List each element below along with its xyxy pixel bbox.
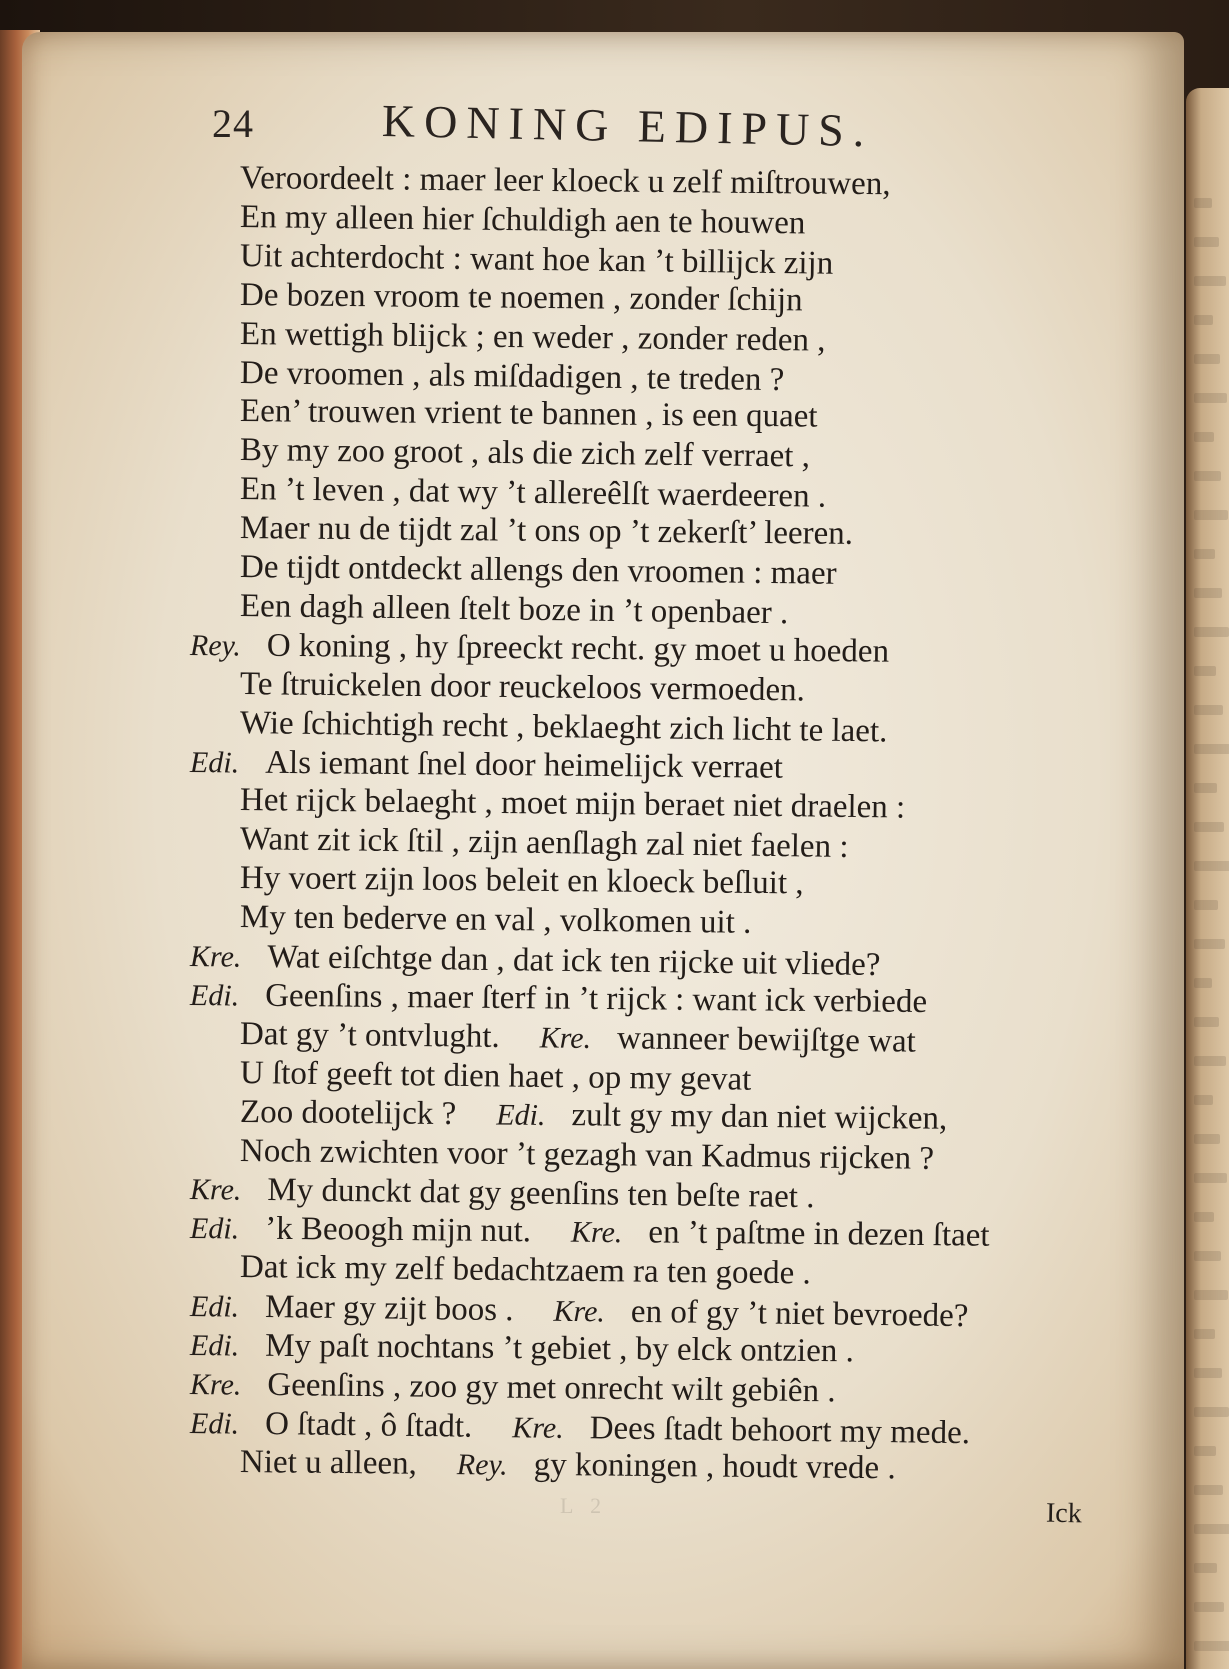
speaker-label: Edi. xyxy=(189,1212,240,1246)
speaker-label: Edi. xyxy=(189,745,240,779)
facing-page-text-shadow xyxy=(1194,627,1229,637)
facing-page-text-shadow xyxy=(1194,705,1223,715)
line-text: ’k Beoogh mijn nut. xyxy=(265,1211,532,1250)
facing-page-text-shadow xyxy=(1194,1251,1221,1261)
speaker-label: Kre. xyxy=(553,1294,606,1329)
speaker-label: Kre. xyxy=(539,1021,592,1055)
facing-page-text-shadow xyxy=(1194,1524,1229,1534)
speaker-label: Edi. xyxy=(189,1329,240,1363)
line-text: De tijdt ontdeckt allengs den vroomen : maer xyxy=(239,549,837,592)
facing-page-text-shadow xyxy=(1194,198,1212,208)
facing-page-text-shadow xyxy=(1194,1641,1229,1651)
line-text: Wie ſchichtigh recht , beklaeght zich licht te laet. xyxy=(239,704,888,750)
line-text: O ſtadt , ô ſtadt. xyxy=(264,1405,473,1445)
facing-page-text-shadow xyxy=(1194,1095,1213,1105)
facing-page-text-shadow xyxy=(1194,861,1229,871)
facing-page-text-shadow xyxy=(1194,666,1216,676)
line-text: O koning , hy ſpreeckt recht. gy moet u hoeden xyxy=(266,627,890,670)
verse-line xyxy=(240,1249,811,1295)
speaker-label: Kre. xyxy=(570,1215,623,1250)
catchword: Ick xyxy=(1045,1497,1083,1530)
facing-page-text-shadow xyxy=(1194,432,1214,442)
line-text: en of gy ’t niet bevroede? xyxy=(630,1293,969,1335)
facing-page-text-shadow xyxy=(1194,237,1219,247)
line-text: Het rijck belaeght , moet mijn beraet niet draelen : xyxy=(239,782,906,826)
facing-page xyxy=(1186,88,1229,1669)
verse-text xyxy=(189,160,1098,1540)
speaker-label: Edi. xyxy=(496,1098,546,1132)
verse-line xyxy=(240,1444,896,1490)
line-text: U ſtof geeft tot dien haet , op my gevat xyxy=(239,1054,752,1098)
facing-page-text-shadow xyxy=(1194,1173,1227,1183)
facing-page-text-shadow xyxy=(1194,744,1229,754)
page-number: 24 xyxy=(212,101,254,146)
facing-page-text-shadow xyxy=(1194,393,1227,403)
facing-page-text-shadow xyxy=(1194,1134,1220,1144)
line-text: Te ſtruickelen door reuckeloos vermoeden. xyxy=(239,665,806,709)
verse-line xyxy=(240,860,804,905)
line-text: wanneer bewijſtge wat xyxy=(616,1020,917,1060)
facing-page-text-shadow xyxy=(1194,1563,1217,1573)
line-text: Dat gy ’t ontvlught. xyxy=(239,1015,500,1055)
facing-page-text-shadow xyxy=(1194,1446,1216,1456)
line-text: Maer nu de tijdt zal ’t ons op ’t zekerſt’ leeren. xyxy=(239,510,854,552)
line-text: gy koningen , houdt vrede . xyxy=(533,1446,896,1486)
line-text: Wat eiſchtge dan , dat ick ten rijcke uit vliede? xyxy=(267,939,881,984)
line-text: en ’t paſtme in dezen ſtaet xyxy=(648,1214,990,1254)
facing-page-text-shadow xyxy=(1194,276,1226,286)
line-text: By my zoo groot , als die zich zelf verraet , xyxy=(239,432,811,475)
facing-page-text-shadow xyxy=(1194,978,1212,988)
line-text: Maer gy zijt boos . xyxy=(264,1289,514,1329)
line-text: Hy voert zijn loos beleit en kloeck beſluit , xyxy=(239,860,804,902)
verse-line xyxy=(240,277,803,322)
facing-page-text-shadow xyxy=(1194,471,1221,481)
page-header xyxy=(200,90,1050,157)
facing-page-text-shadow xyxy=(1194,900,1218,910)
facing-page-text-shadow xyxy=(1194,1212,1214,1222)
line-text: Zoo dootelijck ? xyxy=(239,1093,457,1132)
line-text: Geenſins , maer ſterf in ’t rijck : want ick verbiede xyxy=(265,977,928,1020)
line-text: Geenſins , zoo gy met onrecht wilt gebiên . xyxy=(267,1366,836,1410)
line-text: Een dagh alleen ſtelt boze in ’t openbaer . xyxy=(239,587,789,632)
speaker-label: Edi. xyxy=(189,1290,240,1324)
facing-page-text-shadow xyxy=(1194,822,1224,832)
line-text: My dunckt dat gy geenſins ten beſte raet . xyxy=(267,1172,815,1216)
speaker-label: Kre. xyxy=(512,1411,564,1445)
facing-page-text-shadow xyxy=(1194,588,1222,598)
line-text: Niet u alleen, xyxy=(239,1443,418,1482)
line-text: Veroordeelt : maer leer kloeck u zelf miſtrouwen, xyxy=(239,160,891,203)
speaker-label: Rey. xyxy=(456,1447,508,1482)
line-text: En wettigh blijck ; en weder , zonder reden , xyxy=(239,315,826,359)
signature-mark: L 2 xyxy=(560,1493,608,1518)
facing-page-text-shadow xyxy=(1194,1017,1219,1027)
speaker-label: Kre. xyxy=(189,1367,242,1402)
line-text: En ’t leven , dat wy ’t allereêlſt waerdeeren . xyxy=(239,471,827,515)
facing-page-text-shadow xyxy=(1194,510,1228,520)
facing-page-text-shadow xyxy=(1194,1056,1226,1066)
speaker-label: Kre. xyxy=(189,940,242,974)
facing-page-text-shadow xyxy=(1194,1329,1215,1339)
facing-page-text-shadow xyxy=(1194,1290,1228,1300)
line-text: Als iemant ſnel door heimelijck verraet xyxy=(265,744,784,786)
line-text: My paſt nochtans ’t gebiet , by elck ontzien . xyxy=(265,1327,855,1370)
facing-page-text-shadow xyxy=(1194,315,1213,325)
line-text: De vroomen , als miſdadigen , te treden ? xyxy=(239,354,785,398)
line-text: En my alleen hier ſchuldigh aen te houwen xyxy=(239,198,806,242)
line-text: Dat ick my zelf bedachtzaem ra ten goede . xyxy=(239,1249,811,1292)
line-text: Noch zwichten voor ’t gezagh van Kadmus rijcken ? xyxy=(239,1132,935,1177)
speaker-label: Edi. xyxy=(189,1406,240,1441)
facing-page-text-shadow xyxy=(1194,1368,1222,1378)
running-title: KONING EDIPUS. xyxy=(381,95,874,157)
line-text: Want zit ick ſtil , zijn aenſlagh zal niet faelen : xyxy=(239,821,849,866)
facing-page-text-shadow xyxy=(1194,1485,1223,1495)
line-text: Dees ſtadt behoort my mede. xyxy=(589,1410,971,1452)
speaker-label: Kre. xyxy=(189,1173,242,1208)
facing-page-text-shadow xyxy=(1194,549,1215,559)
line-text: De bozen vroom te noemen , zonder ſchijn xyxy=(239,276,803,319)
speaker-label: Edi. xyxy=(189,978,240,1013)
speaker-label: Rey. xyxy=(189,628,241,663)
facing-page-text-shadow xyxy=(1194,354,1220,364)
facing-page-text-shadow xyxy=(1194,783,1217,793)
facing-page-text-shadow xyxy=(1194,1407,1229,1417)
facing-page-text-shadow xyxy=(1194,939,1225,949)
line-text: Uit achterdocht : want hoe kan ’t billijck zijn xyxy=(239,237,834,282)
facing-page-text-shadow xyxy=(1194,1602,1224,1612)
line-text: zult gy my dan niet wijcken, xyxy=(571,1096,948,1137)
line-text: My ten bederve en val , volkomen uit . xyxy=(239,899,752,941)
verse-line xyxy=(240,899,752,945)
line-text: Een’ trouwen vrient te bannen , is een quaet xyxy=(239,393,818,435)
